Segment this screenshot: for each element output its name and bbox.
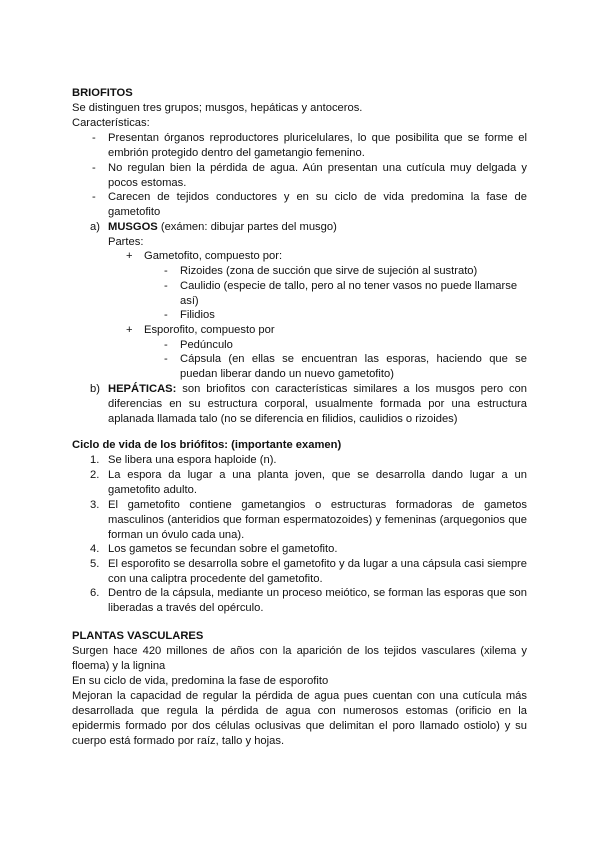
step-number: 4. [90, 543, 100, 555]
partes-label: Partes: [108, 236, 144, 248]
vasculares-p1: Surgen hace 420 millones de años con la aparición de los tejidos vasculares (xilema y floema) y la lignina [72, 645, 527, 672]
ciclo-step-5: El esporofito se desarrolla sobre el gametofito y da lugar a una cápsula casi siempre con una caliptra procedente del gametofito. [108, 558, 527, 585]
heading-ciclo: Ciclo de vida de los briófitos: (importante examen) [72, 439, 342, 451]
caracteristica-2: No regulan bien la pérdida de agua. Aún presentan una cutícula muy delgada y pocos estomas. [108, 162, 527, 189]
musgos-title: MUSGOS [108, 221, 158, 233]
plus-bullet: + [126, 250, 133, 262]
bullet-dash: - [92, 162, 96, 174]
heading-vasculares: PLANTAS VASCULARES [72, 630, 204, 642]
step-number: 5. [90, 558, 100, 570]
esporofito-item-capsula: Cápsula (en ellas se encuentran las esporas, haciendo que se puedan liberar dando un nuevo gametofito) [180, 353, 527, 380]
gametofito-item-caulidio: Caulidio (especie de tallo, pero al no tener vasos no puede llamarse así) [180, 280, 518, 307]
ciclo-step-6: Dentro de la cápsula, mediante un proceso meiótico, se forman las esporas que son liberadas a través del opérculo. [108, 587, 527, 614]
gametofito-item-rizoides: Rizoides (zona de succión que sirve de sujeción al sustrato) [180, 265, 478, 277]
caracteristica-3: Carecen de tejidos conductores y en su ciclo de vida predomina la fase de gametofito [108, 191, 527, 218]
ciclo-step-4: Los gametos se fecundan sobre el gametofito. [108, 543, 338, 555]
heading-briofitos: BRIOFITOS [72, 87, 133, 99]
musgos-note: (exámen: dibujar partes del musgo) [157, 221, 337, 233]
esporofito-label: Esporofito, compuesto por [144, 324, 275, 336]
caracteristica-1: Presentan órganos reproductores pluricelulares, lo que posibilita que se forme el embrión protegido dentro del gametangio femenino. [108, 132, 527, 159]
ciclo-step-3: El gametofito contiene gametangios o estructuras formadoras de gametos masculinos (anteridios que forman espermatozoides) y femeninas (arquegonios que forman un óvulo cada una). [108, 499, 527, 541]
list-marker-a: a) [90, 221, 100, 233]
step-number: 2. [90, 469, 100, 481]
gametofito-item-filidios: Filidios [180, 309, 215, 321]
step-number: 1. [90, 454, 100, 466]
bullet-dash: - [92, 132, 96, 144]
plus-bullet: + [126, 324, 133, 336]
vasculares-p3: Mejoran la capacidad de regular la pérdida de agua pues cuentan con una cutícula más desarrollada que regula la pérdida de agua con numerosos estomas (orificio en la epidermis formado por dos células oclusivas que delimitan el poro llamado ostiolo) y su cuerpo está formado por raíz, tallo y hojas. [72, 690, 527, 747]
musgos-line [108, 220, 337, 235]
bullet-dash: - [164, 353, 168, 365]
gametofito-label: Gametofito, compuesto por: [144, 250, 283, 262]
bullet-dash: - [164, 280, 168, 292]
bullet-dash: - [164, 265, 168, 277]
list-marker-b: b) [90, 383, 100, 395]
step-number: 3. [90, 499, 100, 511]
ciclo-step-2: La espora da lugar a una planta joven, que se desarrolla dando lugar a un gametofito adulto. [108, 469, 527, 496]
vasculares-p2: En su ciclo de vida, predomina la fase de esporofito [72, 675, 329, 687]
step-number: 6. [90, 587, 100, 599]
hepaticas-title: HEPÁTICAS: [108, 383, 177, 395]
bullet-dash: - [164, 339, 168, 351]
bullet-dash: - [92, 191, 96, 203]
esporofito-item-peduncolo: Pedúnculo [180, 339, 233, 351]
bullet-dash: - [164, 309, 168, 321]
caracteristicas-label: Características: [72, 117, 150, 129]
briofitos-intro: Se distinguen tres grupos; musgos, hepáticas y antoceros. [72, 102, 363, 114]
ciclo-step-1: Se libera una espora haploide (n). [108, 454, 277, 466]
hepaticas-paragraph [108, 382, 527, 427]
hepaticas-text: son briofitos con características similares a los musgos pero con diferencias en su estructura corporal, usualmente formada por una estructura aplanada llamada talo (no se diferencia en filidios, caulidios o rizoides) [108, 383, 527, 425]
